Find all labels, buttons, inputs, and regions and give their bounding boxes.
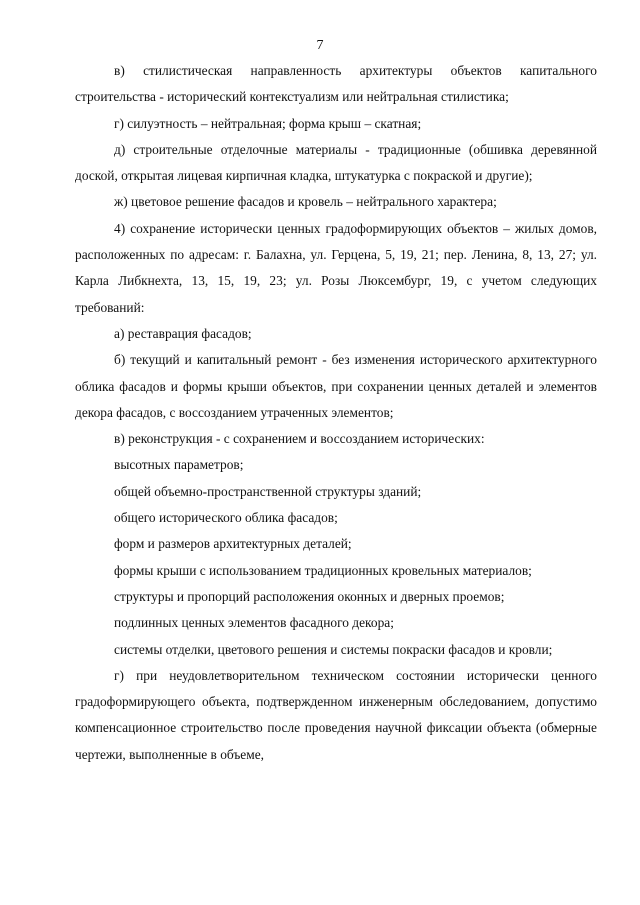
page-number: 7 <box>316 38 324 53</box>
list-item-height-parameters: высотных параметров; <box>114 457 244 473</box>
paragraph-finishing-materials: д) строительные отделочные материалы - традиционные (обшивка деревянной доской, открытая лицевая кирпичная кладка, штукатурка с покраской и другие); <box>75 141 597 184</box>
paragraph-facade-restoration: а) реставрация фасадов; <box>114 325 252 341</box>
paragraph-color-solution: ж) цветовое решение фасадов и кровель – нейтрального характера; <box>114 194 497 210</box>
paragraph-repair: б) текущий и капитальный ремонт - без изменения исторического архитектурного облика фасадов и формы крыши объектов, при сохранении ценных деталей и элементов декора фасадов, с воссозданием утраченных элементов; <box>75 352 597 420</box>
list-item-roof-form: формы крыши с использованием традиционных кровельных материалов; <box>114 562 532 578</box>
paragraph-reconstruction: в) реконструкция - с сохранением и воссозданием исторических: <box>114 431 485 447</box>
list-item-finishing-system: системы отделки, цветового решения и системы покраски фасадов и кровли; <box>114 641 553 657</box>
list-item-architectural-details: форм и размеров архитектурных деталей; <box>114 536 352 552</box>
paragraph-preservation-objects: 4) сохранение исторически ценных градоформирующих объектов – жилых домов, расположенных по адресам: г. Балахна, ул. Герцена, 5, 19, 21; пер. Ленина, 8, 13, 27; ул. Карла Либкнехта, 13, 15, 19, 23; ул. Розы Люксембург, 19, с учетом следующих требований: <box>75 220 597 315</box>
paragraph-compensatory-construction: г) при неудовлетворительном техническом состоянии исторически ценного градоформирующего объекта, подтвержденном инженерным обследованием, допустимо компенсационное строительство после проведения научной фиксации объекта (обмерные чертежи, выполненные в объеме, <box>75 667 597 762</box>
list-item-facade-appearance: общего исторического облика фасадов; <box>114 510 338 526</box>
list-item-facade-decor: подлинных ценных элементов фасадного декора; <box>114 615 394 631</box>
list-item-spatial-structure: общей объемно-пространственной структуры зданий; <box>114 483 422 499</box>
paragraph-silhouette: г) силуэтность – нейтральная; форма крыш – скатная; <box>114 115 422 131</box>
document-body <box>75 58 597 768</box>
paragraph-stylistic-direction: в) стилистическая направленность архитектуры объектов капитального строительства - исторический контекстуализм или нейтральная стилистика; <box>75 63 597 105</box>
list-item-openings-structure: структуры и пропорций расположения оконных и дверных проемов; <box>114 588 505 604</box>
